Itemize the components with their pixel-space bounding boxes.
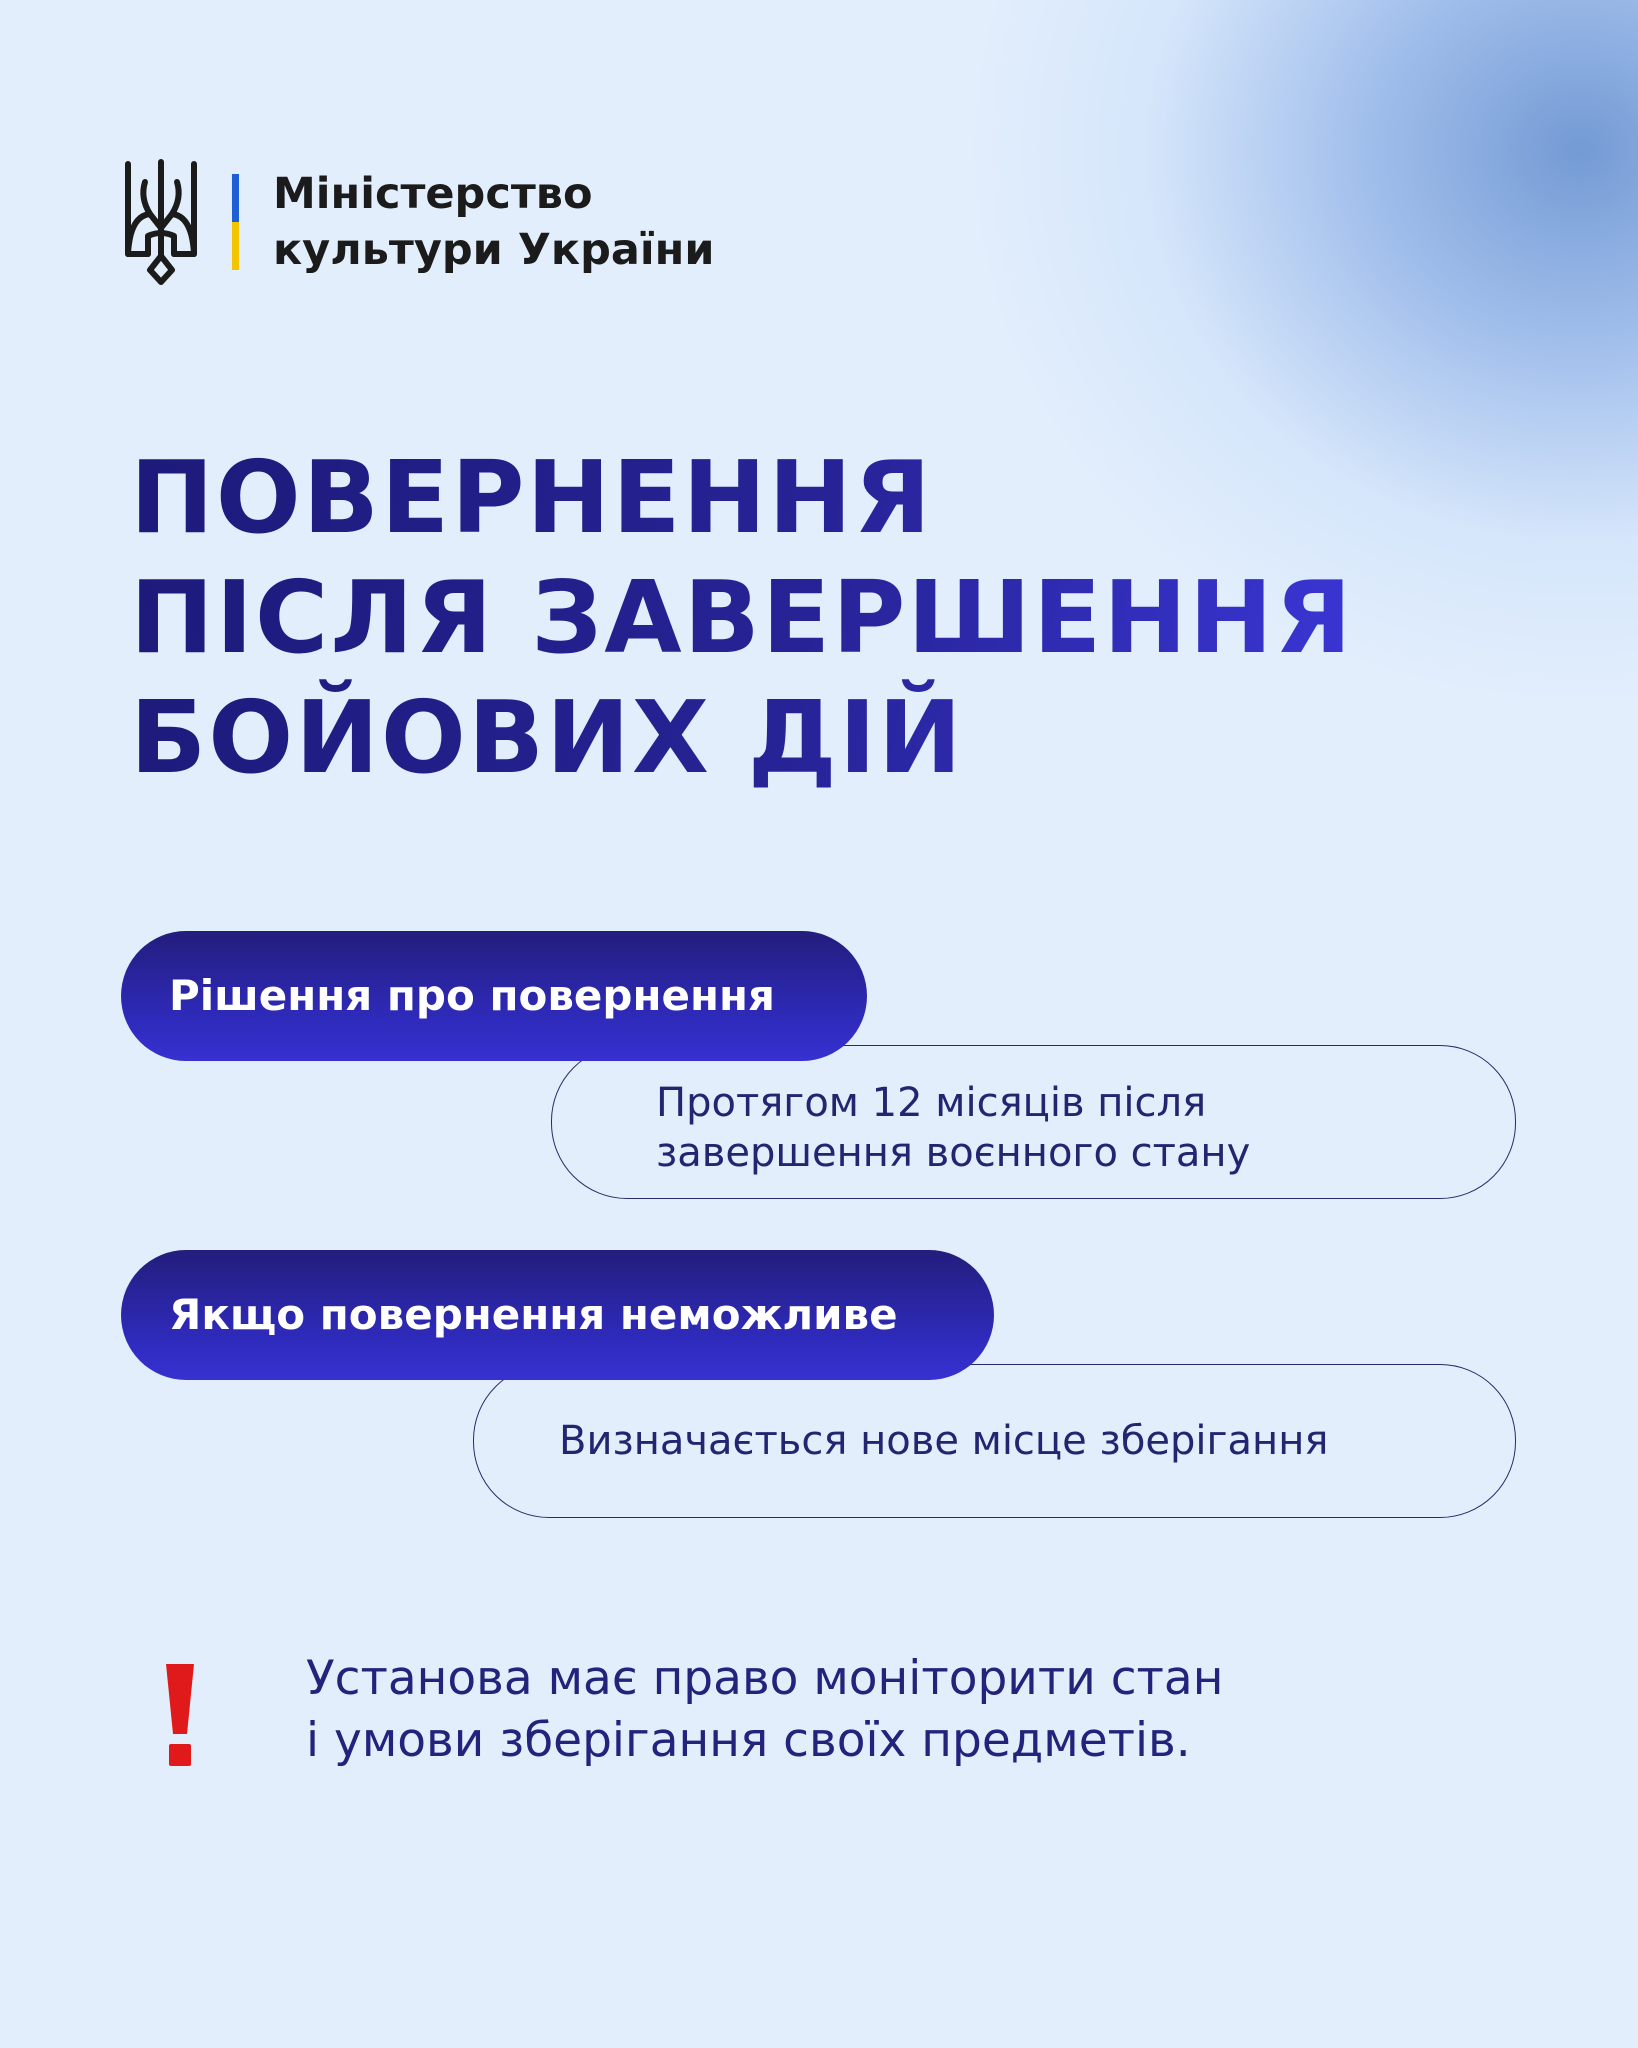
monitoring-note-line1: Установа має право моніторити стан [306,1651,1224,1706]
exclamation-icon [160,1664,200,1768]
return-decision-label: Рішення про повернення [121,931,867,1061]
return-impossible-detail: Визначається нове місце зберігання [473,1364,1516,1518]
title-line3: БОЙОВИХ ДІЙ [130,679,964,796]
return-impossible-label: Якщо повернення неможливе [121,1250,994,1380]
trident-icon [120,158,202,286]
page-title [130,438,1354,798]
ministry-logo [120,158,714,286]
flag-bar [232,174,239,270]
ministry-name-line2: культури України [273,225,715,275]
ministry-name-line1: Міністерство [273,169,593,219]
monitoring-note [306,1648,1223,1772]
ministry-name [273,166,714,278]
return-decision-detail-line1: Протягом 12 місяців після [656,1080,1207,1126]
monitoring-note-line2: і умови зберігання своїх предметів. [306,1713,1191,1768]
return-decision-detail [551,1045,1516,1199]
title-line2: ПІСЛЯ ЗАВЕРШЕННЯ [130,559,1354,676]
return-decision-detail-line2: завершення воєнного стану [656,1130,1251,1176]
title-line1: ПОВЕРНЕННЯ [130,439,933,556]
